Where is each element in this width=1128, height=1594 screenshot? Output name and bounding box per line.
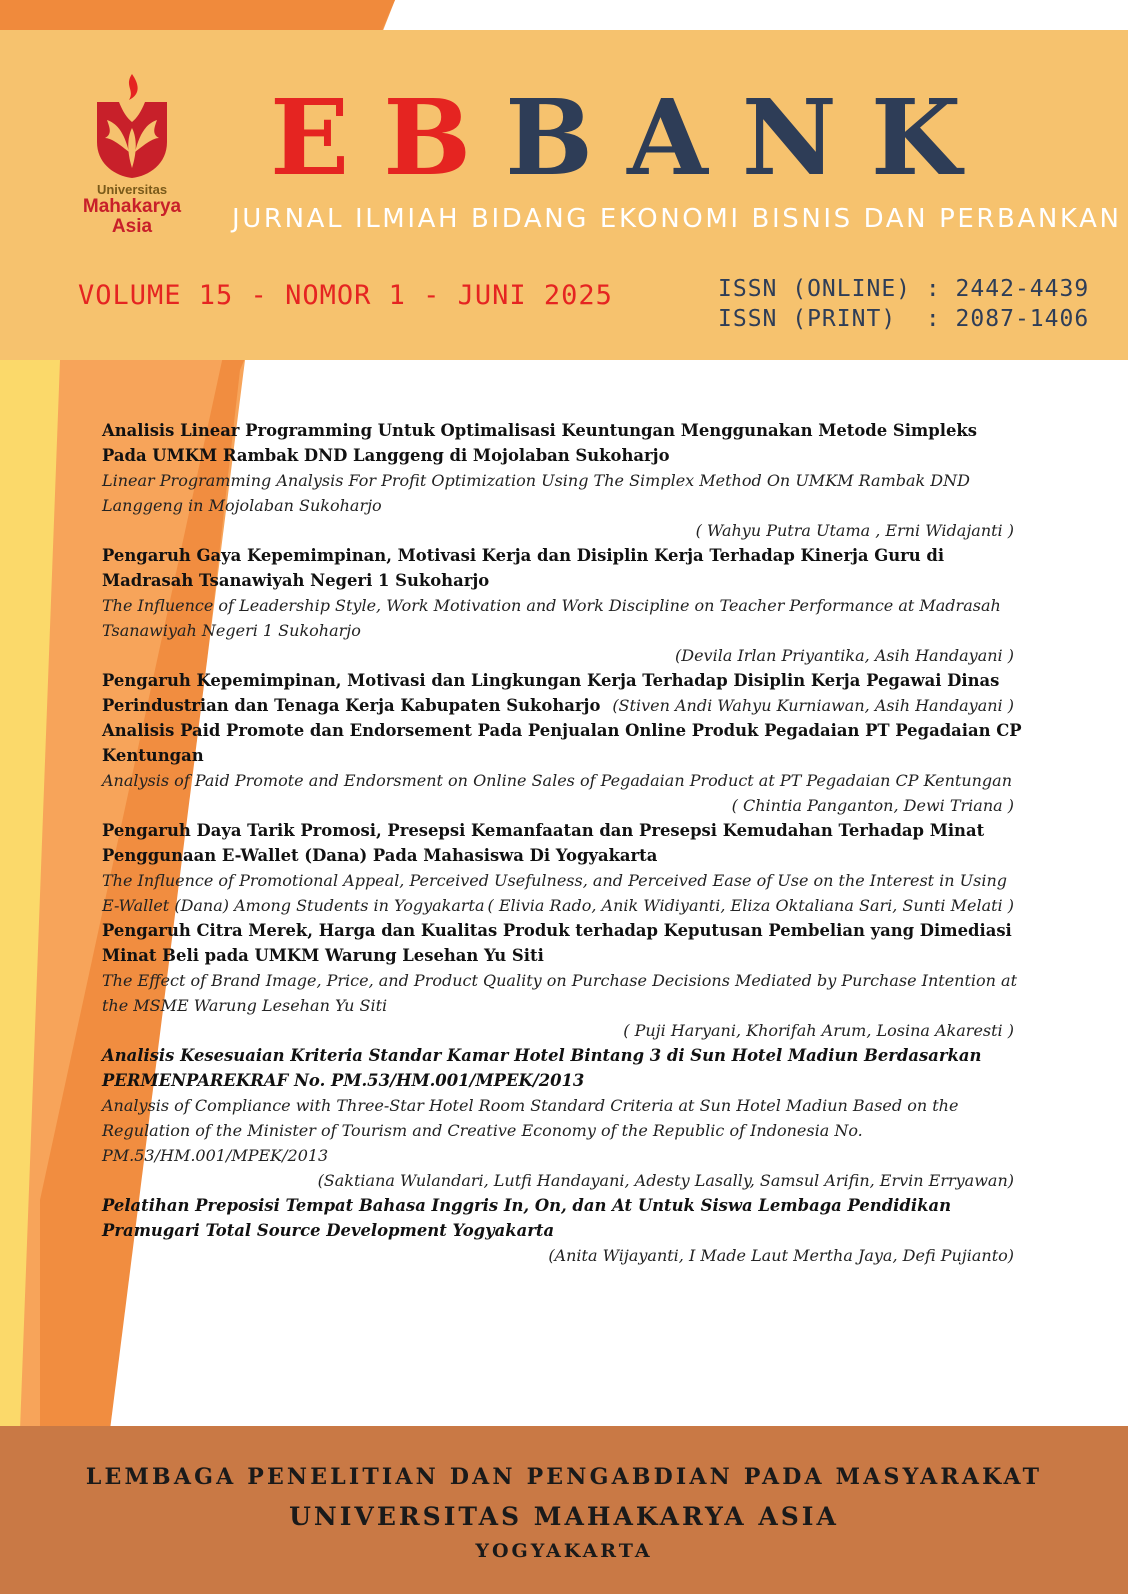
issn-block: [718, 274, 1089, 334]
article-authors: ( Wahyu Putra Utama , Erni Widajanti ): [695, 521, 1014, 540]
footer-city: YOGYAKARTA: [475, 1540, 653, 1562]
article-entry: [102, 418, 1022, 543]
logo-text-mahakarya: Mahakarya: [82, 196, 182, 217]
article-authors: (Anita Wijayanti, I Made Laut Mertha Jaya, Defi Pujianto): [548, 1246, 1014, 1265]
article-subtitle: The Influence of Promotional Appeal, Perceived Usefulness, and Perceived Ease of Use on the Interest in Using E-Wallet (Dana) Among Students in Yogyakarta: [102, 871, 1008, 915]
article-authors: (Saktiana Wulandari, Lutfi Handayani, Adesty Lasally, Samsul Arifin, Ervin Erryawan): [317, 1171, 1014, 1190]
footer-university: UNIVERSITAS MAHAKARYA ASIA: [289, 1502, 839, 1531]
article-title: Analisis Linear Programming Untuk Optimalisasi Keuntungan Menggunakan Metode Simpleks Pada UMKM Rambak DND Langgeng di Mojolaban Sukoharjo: [102, 421, 977, 465]
journal-title-red: EB: [270, 76, 506, 199]
logo-text-asia: Asia: [111, 216, 153, 237]
journal-title-blue: BANK: [505, 76, 996, 199]
article-authors: ( Elivia Rado, Anik Widiyanti, Eliza Oktaliana Sari, Sunti Melati ): [487, 896, 1014, 915]
article-subtitle: Analysis of Paid Promote and Endorsment on Online Sales of Pegadaian Product at PT Pegadaian CP Kentungan: [102, 771, 1013, 790]
article-authors: ( Chintia Panganton, Dewi Triana ): [731, 796, 1014, 815]
article-authors: ( Puji Haryani, Khorifah Arum, Losina Akaresti ): [623, 1021, 1014, 1040]
issn-online: ISSN (ONLINE) : 2442-4439: [718, 276, 1090, 302]
journal-title: [270, 78, 1070, 198]
article-subtitle: The Effect of Brand Image, Price, and Product Quality on Purchase Decisions Mediated by Purchase Intention at the MSME Warung Lesehan Yu Siti: [102, 971, 1017, 1015]
article-entry: [102, 543, 1022, 668]
article-entry: [102, 818, 1022, 918]
issn-print: ISSN (PRINT) : 2087-1406: [718, 306, 1090, 332]
volume-info: VOLUME 15 - NOMOR 1 - JUNI 2025: [78, 280, 613, 311]
article-title: Analisis Kesesuaian Kriteria Standar Kamar Hotel Bintang 3 di Sun Hotel Madiun Berdasarkan PERMENPAREKRAF No. PM.53/HM.001/MPEK/2013: [102, 1046, 982, 1090]
article-subtitle: The Influence of Leadership Style, Work Motivation and Work Discipline on Teacher Performance at Madrasah Tsanawiyah Negeri 1 Sukoharjo: [102, 596, 1001, 640]
footer-institute: LEMBAGA PENELITIAN DAN PENGABDIAN PADA MASYARAKAT: [85, 1464, 1043, 1490]
university-logo: [72, 72, 192, 252]
article-title: Pelatihan Preposisi Tempat Bahasa Inggris In, On, dan At Untuk Siswa Lembaga Pendidikan Pramugari Total Source Development Yogyakarta: [102, 1196, 951, 1240]
article-subtitle: Linear Programming Analysis For Profit Optimization Using The Simplex Method On UMKM Rambak DND Langgeng in Mojolaban Sukoharjo: [102, 471, 970, 515]
article-title: Pengaruh Kepemimpinan, Motivasi dan Lingkungan Kerja Terhadap Disiplin Kerja Pegawai Dinas Perindustrian dan Tenaga Kerja Kabupaten Sukoharjo: [102, 671, 1000, 715]
table-of-contents: [102, 418, 1022, 1268]
article-authors: (Devila Irlan Priyantika, Asih Handayani ): [675, 646, 1014, 665]
article-authors: (Stiven Andi Wahyu Kurniawan, Asih Handayani ): [612, 696, 1014, 715]
article-entry: [102, 1193, 1022, 1268]
journal-subtitle: JURNAL ILMIAH BIDANG EKONOMI BISNIS DAN PERBANKAN: [232, 204, 1122, 234]
article-entry: [102, 918, 1022, 1043]
phoenix-flame-icon: [89, 72, 175, 180]
article-title: Analisis Paid Promote dan Endorsement Pada Penjualan Online Produk Pegadaian PT Pegadaian CP Kentungan: [102, 721, 1022, 765]
article-title: Pengaruh Citra Merek, Harga dan Kualitas Produk terhadap Keputusan Pembelian yang Dimediasi Minat Beli pada UMKM Warung Lesehan Yu Siti: [102, 921, 1012, 965]
article-entry: [102, 668, 1022, 718]
article-entry: [102, 1043, 1022, 1193]
article-title: Pengaruh Daya Tarik Promosi, Presepsi Kemanfaatan dan Presepsi Kemudahan Terhadap Minat Penggunaan E-Wallet (Dana) Pada Mahasiswa Di Yogyakarta: [102, 821, 985, 865]
article-entry: [102, 718, 1022, 818]
article-subtitle: Analysis of Compliance with Three-Star Hotel Room Standard Criteria at Sun Hotel Madiun Based on the Regulation of the Minister of Tourism and Creative Economy of the Republic of Indonesia No. PM.53/HM.001/MPEK/2013: [102, 1096, 959, 1165]
logo-text-universitas: Universitas: [96, 182, 168, 197]
article-title: Pengaruh Gaya Kepemimpinan, Motivasi Kerja dan Disiplin Kerja Terhadap Kinerja Guru di Madrasah Tsanawiyah Negeri 1 Sukoharjo: [102, 546, 945, 590]
